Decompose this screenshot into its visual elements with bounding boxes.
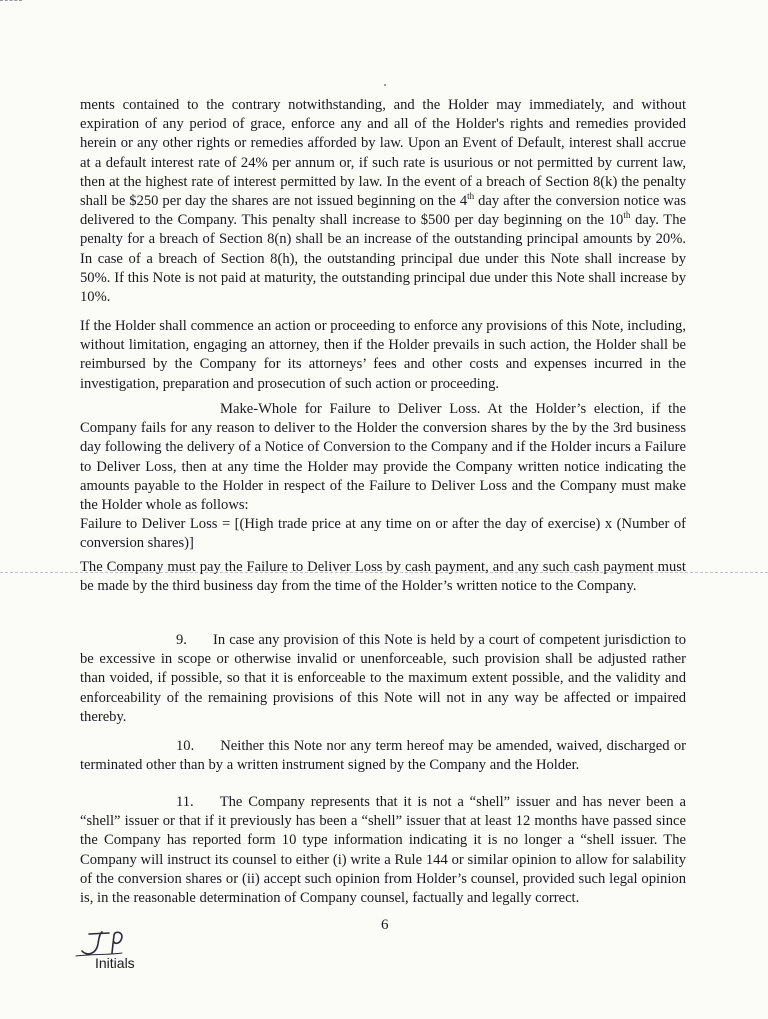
scan-speck: [384, 84, 386, 86]
ordinal-superscript: th: [623, 210, 631, 221]
initials-label: Initials: [95, 955, 135, 971]
section-number: 11.: [176, 794, 194, 810]
paragraph-attorney-fees: If the Holder shall commence an action or proceeding to enforce any provisions of this Note, including, without limitation, engaging an attorney, then if the Holder prevails in such action, the Holder shall be reimbursed by the Company for its attorneys’ fees and other costs and expenses incurred in the investigation, preparation and prosecution of such action or proceeding.: [80, 318, 686, 392]
section-text: In case any provision of this Note is held by a court of competent jurisdiction to be excessive in scope or otherwise invalid or unenforceable, such provision shall be adjusted rather than voided, if possible, so that it is enforceable to the maximum extent possible, and the validity and enforceability of the remaining provisions of this Note will not in any way be affected or impaired thereby.: [80, 632, 686, 725]
failure-to-deliver-formula: Failure to Deliver Loss = [(High trade price at any time on or after the day of exercise) x (Number of conversion shares)]: [80, 516, 686, 552]
paragraph-default-remedies: [80, 96, 686, 307]
section-text: The Company represents that it is not a “shell” issuer and has never been a “shell” issuer or that if it previously has been a “shell” issuer that at least 12 months have passed since the Company has reported form 10 type information indicating it is no longer a “shell issuer. The Company will instruct its counsel to either (i) write a Rule 144 or similar opinion to allow for salability of the conversion shares or (ii) accept such opinion from Holder’s counsel, provided such legal opinion is, in the reasonable determination of Company counsel, factually and legally correct.: [80, 794, 686, 907]
ordinal-superscript: th: [467, 191, 475, 202]
section-11: [80, 793, 686, 908]
paragraph-cash-payment: The Company must pay the Failure to Deliver Loss by cash payment, and any such cash payment must be made by the third business day from the time of the Holder’s written notice to the Company.: [80, 559, 686, 595]
section-number: 9.: [176, 632, 187, 648]
paragraph-text: day after the conversion notice was delivered to the Company. This penalty shall increase to $500 per day beginning on the 10: [80, 193, 686, 229]
paragraph-make-whole: [80, 400, 686, 554]
section-10: [80, 737, 686, 775]
paragraph-text: day. The penalty for a breach of Section 8(n) shall be an increase of the outstanding principal amounts by 20%. In case of a breach of Section 8(h), the outstanding principal due under this Note shall increase by 50%. If this Note is not paid at maturity, the outstanding principal due under this Note shall increase by 10%.: [80, 212, 686, 306]
section-9: [80, 631, 686, 727]
paragraph-text: Make-Whole for Failure to Deliver Loss. At the Holder’s election, if the Company fails for any reason to deliver to the Holder the conversion shares by the by the 3rd business day following the delivery of a Notice of Conversion to the Company and if the Holder incurs a Failure to Deliver Loss, then at any time the Holder may provide the Company written notice indicating the amounts payable to the Holder in respect of the Failure to Deliver Loss and the Company must make the Holder whole as follows:: [80, 401, 686, 514]
paragraph-text: ments contained to the contrary notwithstanding, and the Holder may immediately, and without expiration of any period of grace, enforce any and all of the Holder's rights and remedies provided herein or any other rights or remedies afforded by law. Upon an Event of Default, interest shall accrue at a default interest rate of 24% per annum or, if such rate is usurious or not permitted by current law, then at the highest rate of interest permitted by law. In the event of a breach of Section 8(k) the penalty shall be $250 per day the shares are not issued beginning on the 4: [80, 97, 686, 210]
section-number: 10.: [176, 738, 195, 754]
section-text: Neither this Note nor any term hereof may be amended, waived, discharged or terminated other than by a written instrument signed by the Company and the Holder.: [80, 738, 686, 774]
scan-corner-mark: [0, 0, 22, 4]
page-number: 6: [381, 917, 389, 933]
